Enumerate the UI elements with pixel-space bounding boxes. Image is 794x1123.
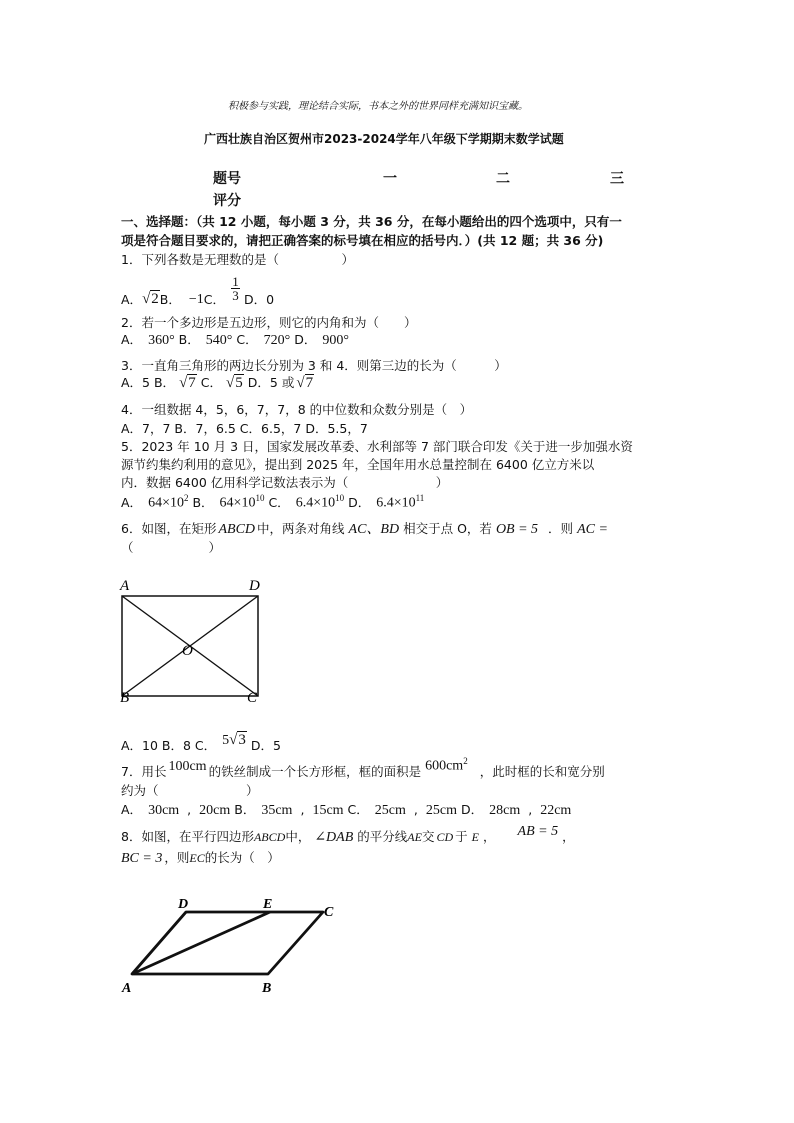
q3-c-value: √5 <box>226 375 243 391</box>
q7-a-value1: 30cm <box>148 803 180 818</box>
q4-stem: 4．一组数据 4，5，6，7，7，8 的中位数和众数分别是（ ） <box>121 402 473 417</box>
q5-b-label: B． <box>192 495 214 510</box>
q2-stem: 2．若一个多边形是五边形，则它的内角和为（ ） <box>121 315 417 330</box>
q6-stem-mid3: ．则 <box>548 521 574 536</box>
q8-mid2: 的平分线 <box>357 829 408 844</box>
q7-post: ，此时框的长和宽分别 <box>479 764 605 779</box>
vertex-label-c: C <box>247 690 258 706</box>
q7-b-value2: 15cm <box>312 803 344 818</box>
q7-c-label: C． <box>347 802 369 817</box>
q8-ec: EC <box>189 851 205 865</box>
vertex-label-d: D <box>249 578 260 594</box>
q6-stem-pre: 6．如图，在矩形 <box>121 521 217 536</box>
q5-a-value: $64\times 10^2$ <box>148 493 189 511</box>
q8-parallelogram-figure <box>120 892 350 1002</box>
q3-d-value: √7 <box>296 375 314 391</box>
score-table-col1: 一 <box>383 171 397 187</box>
vertex-label-b: B <box>262 981 272 996</box>
score-table-col2: 二 <box>496 171 510 187</box>
q3-options <box>121 373 314 392</box>
point-label-e: E <box>263 897 273 912</box>
score-table-row2-label: 评分 <box>213 193 241 209</box>
q6-c-value: 5√3 <box>222 732 246 748</box>
q1-b-value: −1 <box>188 292 204 307</box>
q7-pre: 7．用长 <box>121 764 167 779</box>
section1-line1: 一、选择题：（共 12 小题，每小题 3 分，共 36 分，在每小题给出的四个选项中，只有一 <box>121 214 622 229</box>
q8-ae: AE <box>407 830 422 844</box>
q6-stem-mid1: 中，两条对角线 <box>257 521 345 536</box>
q6-options <box>121 732 281 755</box>
q8-stem-line1 <box>121 824 575 846</box>
score-table-row1-label: 题号 <box>213 171 241 187</box>
center-label-o: O <box>182 643 193 659</box>
side-ad <box>132 912 186 974</box>
q4-options: A．7，7 B．7，6.5 C．6.5，7 D．5.5，7 <box>121 421 368 436</box>
vertex-label-a: A <box>120 578 130 594</box>
q1-b-label: B． <box>159 292 181 307</box>
q3-b-value: √7 <box>179 375 196 391</box>
q8-e: E <box>471 830 480 844</box>
q8-stem-line2 <box>121 848 280 867</box>
q1-c-fraction: $\frac{1}{3}$ <box>232 274 239 303</box>
q6-ask: AC = <box>577 522 608 537</box>
q8-angle: ∠DAB <box>314 830 354 845</box>
q8-ab: AB = 5 <box>517 824 559 839</box>
q8-cd: CD <box>436 830 454 844</box>
q1-c-label: C． <box>203 292 226 307</box>
q1-d: D．0 <box>244 292 275 307</box>
q6-abc-label: A．10 B．8 C． <box>121 738 217 753</box>
q5-b-value: $64\times 10^{10}$ <box>219 493 265 511</box>
q8-sep1: ， <box>483 829 496 844</box>
q6-d-label: D．5 <box>250 738 281 753</box>
q2-a-label: A． <box>121 332 143 347</box>
q5-options <box>121 493 428 512</box>
q7-c-value2: 25cm <box>425 803 457 818</box>
vertex-label-b: B <box>120 690 130 706</box>
q8-tail-pre: ，则 <box>164 850 190 865</box>
q2-b-label: B． <box>178 332 200 347</box>
q6-diagonals: AC、BD <box>348 522 400 537</box>
q7-mid: 的铁丝制成一个长方形框，框的面积是 <box>208 764 422 779</box>
q8-pre: 8．如图，在平行四边形 <box>121 829 254 844</box>
q8-para-name: ABCD <box>253 830 286 844</box>
q2-d-label: D． <box>294 332 317 347</box>
vertex-label-a: A <box>122 981 132 996</box>
q5-d-value: $6.4\times 10^{11}$ <box>376 493 425 511</box>
q7-length: 100cm <box>168 759 207 774</box>
q7-stem <box>121 756 605 781</box>
q2-c-value: 720° <box>263 333 291 348</box>
q5-a-label: A． <box>121 495 143 510</box>
q1-options <box>121 268 274 308</box>
section1-line2: 项是符合题目要求的，请把正确答案的标号填在相应的括号内．）(共 12 题；共 36 分) <box>121 233 604 248</box>
q2-a-value: 360° <box>148 333 175 348</box>
q6-paren: （ ） <box>121 540 222 555</box>
q7-d-value2: 22cm <box>540 803 572 818</box>
q7-a-value2: 20cm <box>199 803 231 818</box>
q6-rectangle-figure <box>112 574 272 706</box>
q6-rect-name: ABCD <box>218 522 256 537</box>
q6-condition: OB = 5 <box>495 522 539 537</box>
q5-line1: 5．2023 年 10 月 3 日，国家发展改革委、水利部等 7 部门联合印发《关于进一步加强水资 <box>121 439 633 454</box>
q3-ab-label: A．5 B． <box>121 375 176 390</box>
q3-c-label: C． <box>200 375 223 390</box>
q1-a-label: A． <box>121 292 143 307</box>
q8-mid1: 中， <box>285 829 311 844</box>
q7-b-value1: 35cm <box>261 803 293 818</box>
q8-sep2: ， <box>562 829 575 844</box>
q6-stem <box>121 518 608 538</box>
q5-line2: 源节约集约利用的意见》，提出到 2025 年，全国年用水总量控制在 6400 亿立方米以 <box>121 457 595 472</box>
vertex-label-c: C <box>324 905 334 920</box>
exam-title: 广西壮族自治区贺州市2023-2024学年八年级下学期期末数学试题 <box>204 132 564 146</box>
q7-d-value1: 28cm <box>489 803 521 818</box>
q7-a-label: A． <box>121 802 143 817</box>
q7-c-value1: 25cm <box>374 803 406 818</box>
q5-c-label: C． <box>268 495 290 510</box>
q7-area: $600cm^2$ <box>425 756 468 774</box>
q2-b-value: 540° <box>205 333 233 348</box>
q3-stem: 3．一直角三角形的两边长分别为 3 和 4．则第三边的长为（ ） <box>121 358 507 373</box>
q1-stem: 1．下列各数是无理数的是（ ） <box>121 252 354 267</box>
q2-c-label: C． <box>236 332 258 347</box>
q7-b-label: B． <box>234 802 256 817</box>
q5-c-value: $6.4\times 10^{10}$ <box>295 493 345 511</box>
q8-bc: BC = 3 <box>121 851 163 866</box>
q8-tail: 的长为（ ） <box>204 850 280 865</box>
q1-a-value: √2 <box>142 291 159 307</box>
score-table-col3: 三 <box>610 171 624 187</box>
motto: 积极参与实践，理论结合实际，书本之外的世界同样充满知识宝藏。 <box>228 101 528 112</box>
q8-mid4: 于 <box>455 829 468 844</box>
q2-d-value: 900° <box>322 333 349 348</box>
q5-d-label: D． <box>348 495 371 510</box>
q6-stem-mid2: 相交于点 O，若 <box>403 521 492 536</box>
q2-options <box>121 330 353 349</box>
q7-d-label: D． <box>460 802 484 817</box>
q7-options: A． 30cm , 20cm B． 35cm , 15cm C． 25cm , 25cm D． 28cm , 22cm <box>121 802 572 818</box>
q3-d-label: D．5 或 <box>247 375 295 390</box>
q8-mid3: 交 <box>421 829 435 844</box>
q7-line2: 约为（ ） <box>121 783 259 798</box>
q5-line3: 内．数据 6400 亿用科学记数法表示为（ ） <box>121 475 449 490</box>
vertex-label-d: D <box>178 897 189 912</box>
bisector-ae <box>132 912 270 974</box>
